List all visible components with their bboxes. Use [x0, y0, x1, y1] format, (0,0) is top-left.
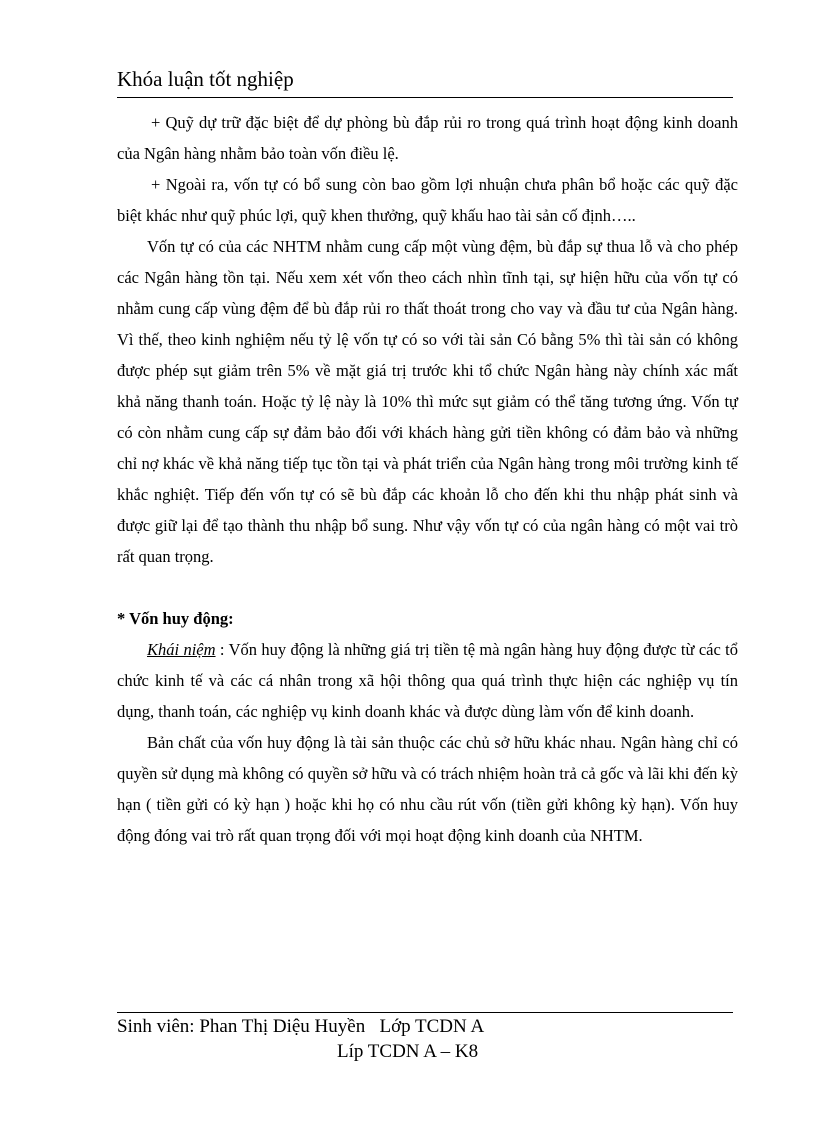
document-body — [117, 107, 738, 851]
section-heading-mobilized-capital: * Vốn huy động: — [117, 609, 234, 628]
header-divider — [117, 97, 733, 98]
definition-text: : Vốn huy động là những giá trị tiền tệ mà ngân hàng huy động được từ các tổ chức kinh tế và các cá nhân trong xã hội thông qua quá trình thực hiện các nghiệp vụ tín dụng, thanh toán, các nghiệp vụ kinh doanh khác và được dùng làm vốn để kinh doanh. — [117, 640, 738, 721]
page-header-title: Khóa luận tốt nghiệp — [117, 67, 294, 91]
bullet-supplementary-capital: + Ngoài ra, vốn tự có bổ sung còn bao gồm lợi nhuận chưa phân bổ hoặc các quỹ đặc biệt khác như quỹ phúc lợi, quỹ khen thưởng, quỹ khấu hao tài sản cố định….. — [117, 175, 738, 225]
paragraph-definition — [117, 634, 738, 727]
page-footer — [117, 1014, 484, 1064]
bullet-reserve-fund: + Quỹ dự trữ đặc biệt để dự phòng bù đắp rủi ro trong quá trình hoạt động kinh doanh của Ngân hàng nhằm bảo toàn vốn điều lệ. — [117, 113, 738, 163]
footer-divider — [117, 1012, 733, 1013]
paragraph-nature-of-capital: Bản chất của vốn huy động là tài sản thuộc các chủ sở hữu khác nhau. Ngân hàng chỉ có quyền sử dụng mà không có quyền sở hữu và có trách nhiệm hoàn trả cả gốc và lãi khi đến kỳ hạn ( tiền gửi có kỳ hạn ) hoặc khi họ có nhu cầu rút vốn (tiền gửi không kỳ hạn). Vốn huy động đóng vai trò rất quan trọng đối với mọi hoạt động kinh doanh của NHTM. — [117, 733, 738, 845]
paragraph-own-capital-role: Vốn tự có của các NHTM nhằm cung cấp một vùng đệm, bù đắp sự thua lỗ và cho phép các Ngân hàng tồn tại. Nếu xem xét vốn theo cách nhìn tĩnh tại, sự hiện hữu của vốn tự có nhằm cung cấp vùng đệm để bù đắp rủi ro thất thoát trong cho vay và đầu tư của Ngân hàng. Vì thế, theo kinh nghiệm nếu tỷ lệ vốn tự có so với tài sản Có bằng 5% thì tài sản có không được phép sụt giảm trên 5% về mặt giá trị trước khi tổ chức Ngân hàng này chính xác mất khả năng thanh toán. Hoặc tỷ lệ này là 10% thì mức sụt giảm có thể tăng tương ứng. Vốn tự có còn nhằm cung cấp sự đảm bảo đối với khách hàng gửi tiền không có đảm bảo và những chỉ nợ khác về khả năng tiếp tục tồn tại và phát triển của Ngân hàng trong môi trường kinh tế khắc nghiệt. Tiếp đến vốn tự có sẽ bù đắp các khoản lỗ cho đến khi thu nhập phát sinh và được giữ lại để tạo thành thu nhập bổ sung. Như vậy vốn tự có của ngân hàng có một vai trò rất quan trọng. — [117, 237, 738, 566]
footer-class-line: Líp TCDN A – K8 — [337, 1041, 479, 1062]
footer-student-line: Sinh viên: Phan Thị Diệu Huyền Lớp TCDN A — [117, 1016, 485, 1037]
definition-term: Khái niệm — [147, 640, 216, 659]
